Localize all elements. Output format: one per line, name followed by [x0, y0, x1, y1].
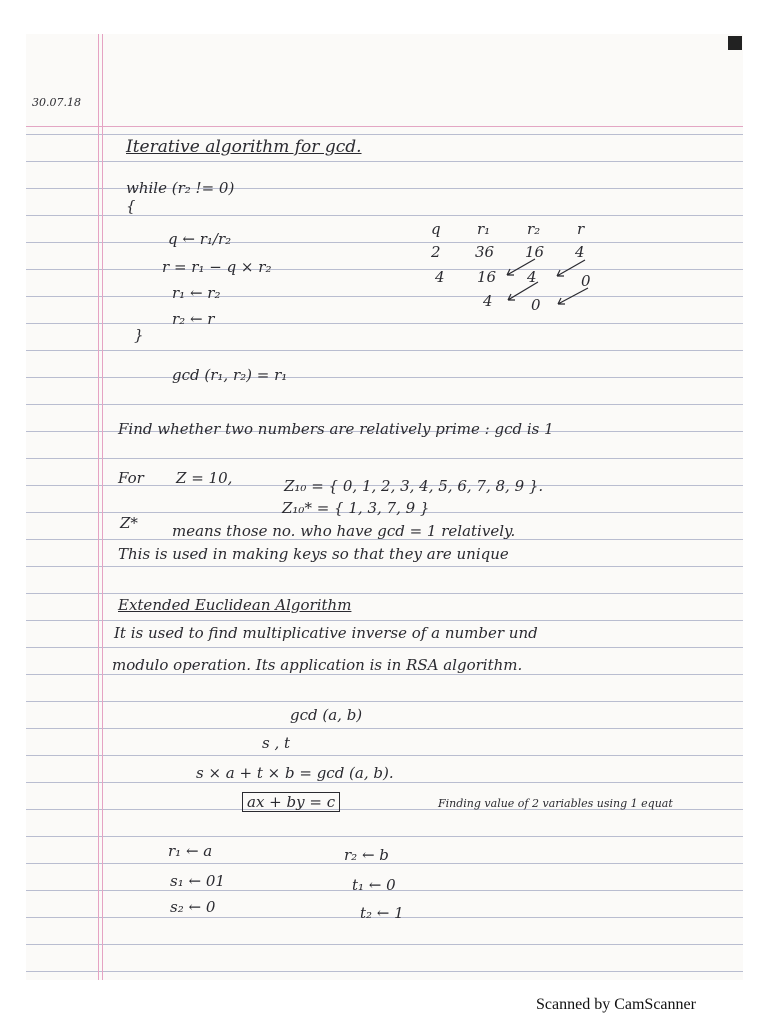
- extended-heading: Extended Euclidean Algorithm: [118, 596, 352, 614]
- extended-line-2: modulo operation. Its application is in RSA algorithm.: [112, 656, 523, 674]
- close-brace: }: [134, 326, 144, 344]
- init-s1: s₁ ← 01: [170, 872, 225, 890]
- trace-cell: 4: [527, 268, 537, 286]
- extended-line-1: It is used to find multiplicative inverse of a number und: [114, 624, 538, 642]
- scanner-footer: Scanned by CamScanner: [536, 996, 696, 1013]
- open-brace: {: [126, 197, 136, 215]
- trace-cell: 16: [525, 243, 545, 261]
- init-r1: r₁ ← a: [168, 842, 213, 860]
- trace-header-r1: r₁: [477, 220, 491, 238]
- rule-line: [26, 620, 743, 621]
- loop-line-r2: r₂ ← r: [172, 310, 215, 328]
- init-t2: t₂ ← 1: [360, 904, 404, 922]
- means-line: means those no. who have gcd = 1 relatively.: [172, 522, 516, 540]
- trace-cell: 4: [483, 292, 493, 310]
- trace-header-r2: r₂: [527, 220, 541, 238]
- rule-line: [26, 755, 743, 756]
- rule-line: [26, 971, 743, 972]
- init-r2: r₂ ← b: [344, 846, 389, 864]
- gcd-result: gcd (r₁, r₂) = r₁: [172, 366, 288, 384]
- rule-line: [26, 782, 743, 783]
- rule-line: [26, 458, 743, 459]
- date: 30.07.18: [32, 96, 81, 109]
- relatively-prime-line: Find whether two numbers are relatively prime : gcd is 1: [118, 420, 554, 438]
- trace-cell: 0: [531, 296, 541, 314]
- rule-line: [26, 350, 743, 351]
- while-header: while (r₂ != 0): [126, 179, 235, 197]
- page-corner-mark: [728, 36, 742, 50]
- z10-set: Z₁₀ = { 0, 1, 2, 3, 4, 5, 6, 7, 8, 9 }.: [284, 477, 544, 495]
- s-t-labels: s , t: [262, 734, 291, 752]
- rule-line: [26, 728, 743, 729]
- init-s2: s₂ ← 0: [170, 898, 216, 916]
- equation-note: Finding value of 2 variables using 1 equat: [438, 797, 673, 810]
- trace-cell: 2: [431, 243, 441, 261]
- notebook-page: [26, 34, 743, 980]
- rule-line: [26, 836, 743, 837]
- trace-cell: 4: [435, 268, 445, 286]
- extended-equation: s × a + t × b = gcd (a, b).: [196, 764, 394, 782]
- rule-line: [26, 944, 743, 945]
- page-title: Iterative algorithm for gcd.: [126, 137, 362, 157]
- trace-arrows: [26, 34, 743, 334]
- rule-line: [26, 404, 743, 405]
- rule-line: [26, 377, 743, 378]
- rule-line: [26, 647, 743, 648]
- keys-line: This is used in making keys so that they are unique: [118, 545, 509, 563]
- rule-line: [26, 593, 743, 594]
- for-label: For: [118, 469, 144, 487]
- trace-header-q: q: [431, 220, 441, 238]
- init-t1: t₁ ← 0: [352, 876, 396, 894]
- trace-header-r: r: [577, 220, 585, 238]
- trace-cell: 4: [575, 243, 585, 261]
- loop-line-r1: r₁ ← r₂: [172, 284, 221, 302]
- loop-line-remainder: r = r₁ − q × r₂: [162, 258, 272, 276]
- z10-star-set: Z₁₀* = { 1, 3, 7, 9 }: [282, 499, 430, 517]
- z-star: Z*: [120, 514, 138, 532]
- trace-cell: 0: [581, 272, 591, 290]
- trace-cell: 16: [477, 268, 497, 286]
- loop-line-quotient: q ← r₁/r₂: [168, 230, 232, 248]
- boxed-equation: ax + by = c: [242, 792, 340, 812]
- z-value: Z = 10,: [176, 469, 233, 487]
- rule-line: [26, 701, 743, 702]
- gcd-ab: gcd (a, b): [290, 706, 363, 724]
- rule-line: [26, 566, 743, 567]
- rule-line: [26, 674, 743, 675]
- trace-cell: 36: [475, 243, 495, 261]
